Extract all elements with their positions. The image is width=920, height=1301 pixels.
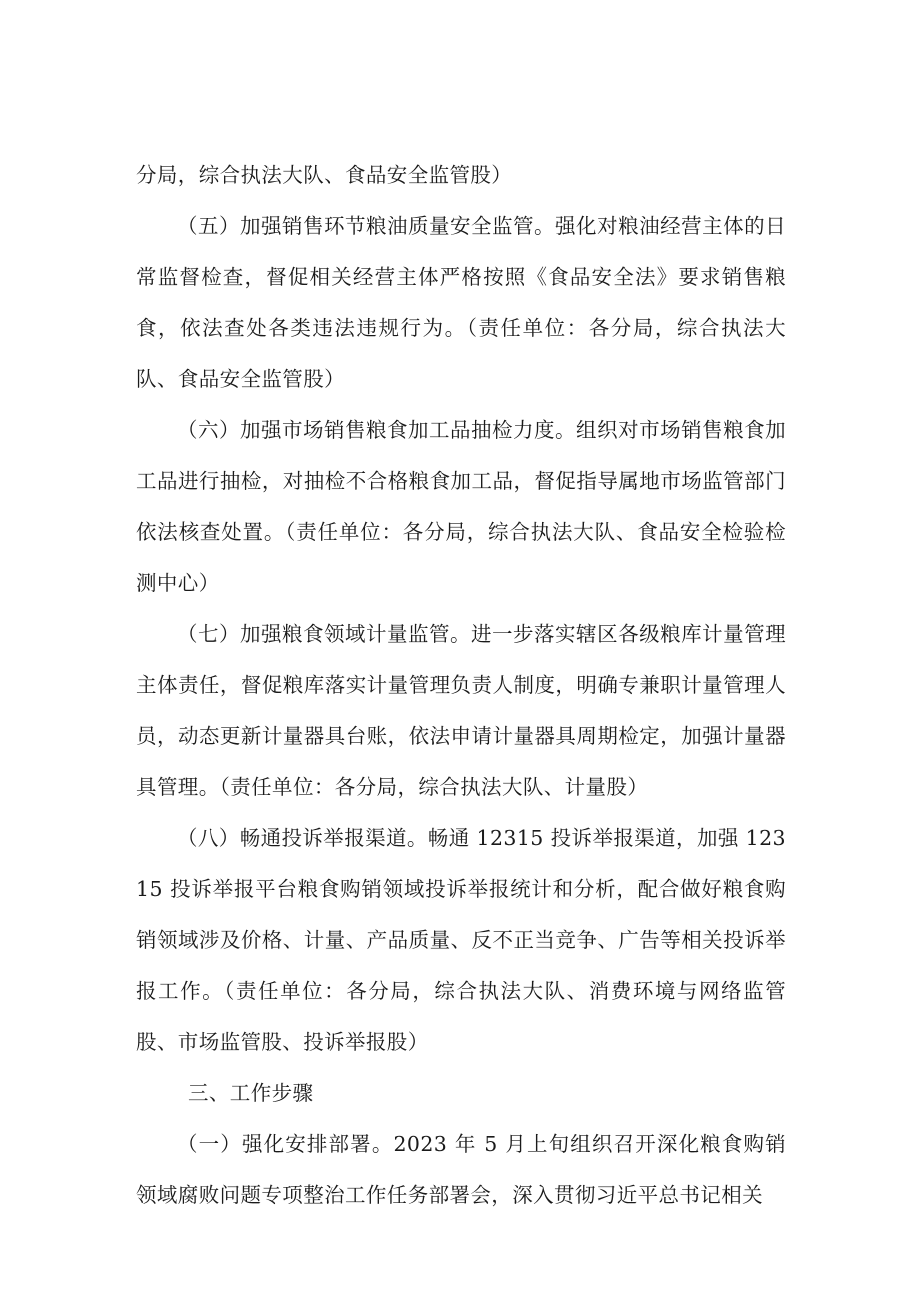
paragraph-item-6: （六）加强市场销售粮食加工品抽检力度。组织对市场销售粮食加工品进行抽检，对抽检不合格粮食加工品，督促指导属地市场监管部门依法核查处置。（责任单位：各分局，综合执法大队、食品安全检验检测中心） bbox=[136, 418, 786, 595]
paragraph-item-7: （七）加强粮食领域计量监管。进一步落实辖区各级粮库计量管理主体责任，督促粮库落实计量管理负责人制度，明确专兼职计量管理人员，动态更新计量器具台账，依法申请计量器具周期检定，加强计量器具管理。（责任单位：各分局，综合执法大队、计量股） bbox=[136, 622, 786, 799]
paragraph-item-8: （八）畅通投诉举报渠道。畅通 12315 投诉举报渠道，加强 12315 投诉举报平台粮食购销领域投诉举报统计和分析，配合做好粮食购销领域涉及价格、计量、产品质量、反不正当竞争、广告等相关投诉举报工作。（责任单位：各分局，综合执法大队、消费环境与网络监管股、市场监管股、投诉举报股） bbox=[136, 826, 786, 1054]
paragraph-item-5: （五）加强销售环节粮油质量安全监管。强化对粮油经营主体的日常监督检查，督促相关经营主体严格按照《食品安全法》要求销售粮食，依法查处各类违法违规行为。（责任单位：各分局，综合执法大队、食品安全监管股） bbox=[136, 214, 786, 391]
section-heading: 三、工作步骤 bbox=[188, 1081, 314, 1105]
paragraph-step-1: （一）强化安排部署。2023 年 5 月上旬组织召开深化粮食购销领域腐败问题专项整治工作任务部署会，深入贯彻习近平总书记相关 bbox=[136, 1132, 786, 1207]
paragraph-continuation: 分局，综合执法大队、食品安全监管股） bbox=[136, 163, 513, 187]
document-body bbox=[136, 150, 786, 1221]
